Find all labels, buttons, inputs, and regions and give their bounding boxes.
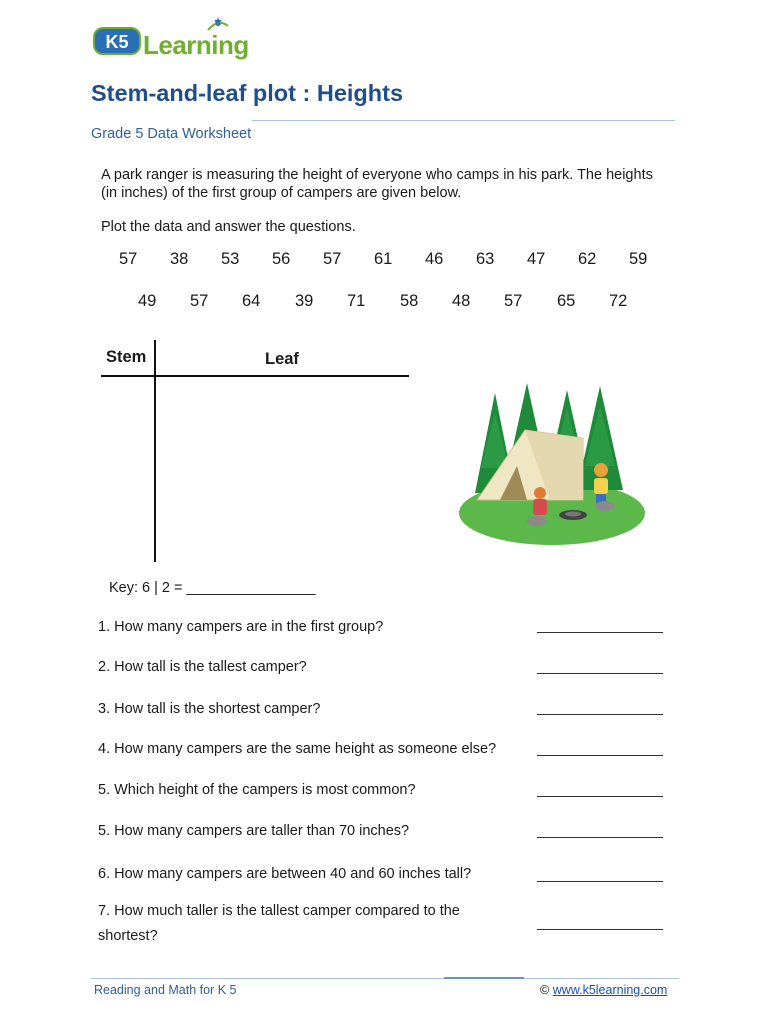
question-4: 4. How many campers are the same height as someone else? — [98, 741, 497, 757]
plot-key: Key: 6 | 2 = ________________ — [109, 580, 316, 596]
height-value: 46 — [425, 250, 444, 268]
height-value: 49 — [138, 292, 157, 310]
campsite-illustration — [455, 378, 650, 548]
question-3: 3. How tall is the shortest camper? — [98, 701, 321, 717]
stem-header: Stem — [106, 348, 147, 366]
logo-badge-text: K5 — [105, 32, 129, 52]
question-6: 6. How many campers are between 40 and 60 inches tall? — [98, 866, 472, 882]
header-divider — [252, 120, 675, 121]
logo-wordmark: Learning — [143, 30, 249, 60]
answer-blank-5b — [537, 837, 663, 838]
height-value: 38 — [170, 250, 189, 268]
height-value: 39 — [295, 292, 314, 310]
answer-blank-6 — [537, 881, 663, 882]
answer-blank-2 — [537, 673, 663, 674]
height-value: 63 — [476, 250, 495, 268]
height-value: 47 — [527, 250, 546, 268]
height-value: 65 — [557, 292, 576, 310]
height-value: 57 — [119, 250, 138, 268]
height-value: 56 — [272, 250, 291, 268]
height-value: 62 — [578, 250, 597, 268]
answer-blank-5a — [537, 796, 663, 797]
answer-blank-3 — [537, 714, 663, 715]
footer-copyright — [540, 983, 667, 997]
k5-badge-icon — [93, 26, 141, 56]
height-value: 72 — [609, 292, 628, 310]
height-value: 57 — [504, 292, 523, 310]
height-value: 48 — [452, 292, 471, 310]
height-value: 61 — [374, 250, 393, 268]
copyright-symbol: © — [540, 983, 550, 997]
height-value: 71 — [347, 292, 366, 310]
question-2: 2. How tall is the tallest camper? — [98, 659, 307, 675]
footer-website-link[interactable]: www.k5learning.com — [552, 983, 668, 997]
intro-paragraph: A park ranger is measuring the height of everyone who camps in his park. The heights (in inches) of the first group of campers are given below. — [101, 167, 653, 201]
question-7: 7. How much taller is the tallest camper compared to the shortest? — [98, 903, 460, 944]
question-5a: 5. Which height of the campers is most common? — [98, 782, 416, 798]
footer-divider — [91, 978, 679, 979]
answer-blank-1 — [537, 632, 663, 633]
leaf-header: Leaf — [265, 350, 299, 368]
height-value: 57 — [323, 250, 342, 268]
height-value: 64 — [242, 292, 261, 310]
plot-horizontal-line — [101, 375, 409, 377]
question-5b: 5. How many campers are taller than 70 inches? — [98, 823, 410, 839]
height-value: 57 — [190, 292, 209, 310]
k5-learning-logo — [93, 18, 263, 62]
question-1: 1. How many campers are in the first group? — [98, 619, 384, 635]
page-subtitle: Grade 5 Data Worksheet — [91, 126, 252, 142]
footer-tagline: Reading and Math for K 5 — [94, 983, 237, 997]
page-title: Stem-and-leaf plot : Heights — [91, 80, 404, 106]
answer-blank-4 — [537, 755, 663, 756]
height-value: 58 — [400, 292, 419, 310]
footer-divider-accent — [444, 977, 524, 979]
height-value: 53 — [221, 250, 240, 268]
height-value: 59 — [629, 250, 648, 268]
star-swoosh-icon — [205, 16, 231, 36]
answer-blank-7 — [537, 929, 663, 930]
instruction-text: Plot the data and answer the questions. — [101, 219, 356, 235]
plot-vertical-line — [154, 340, 156, 562]
